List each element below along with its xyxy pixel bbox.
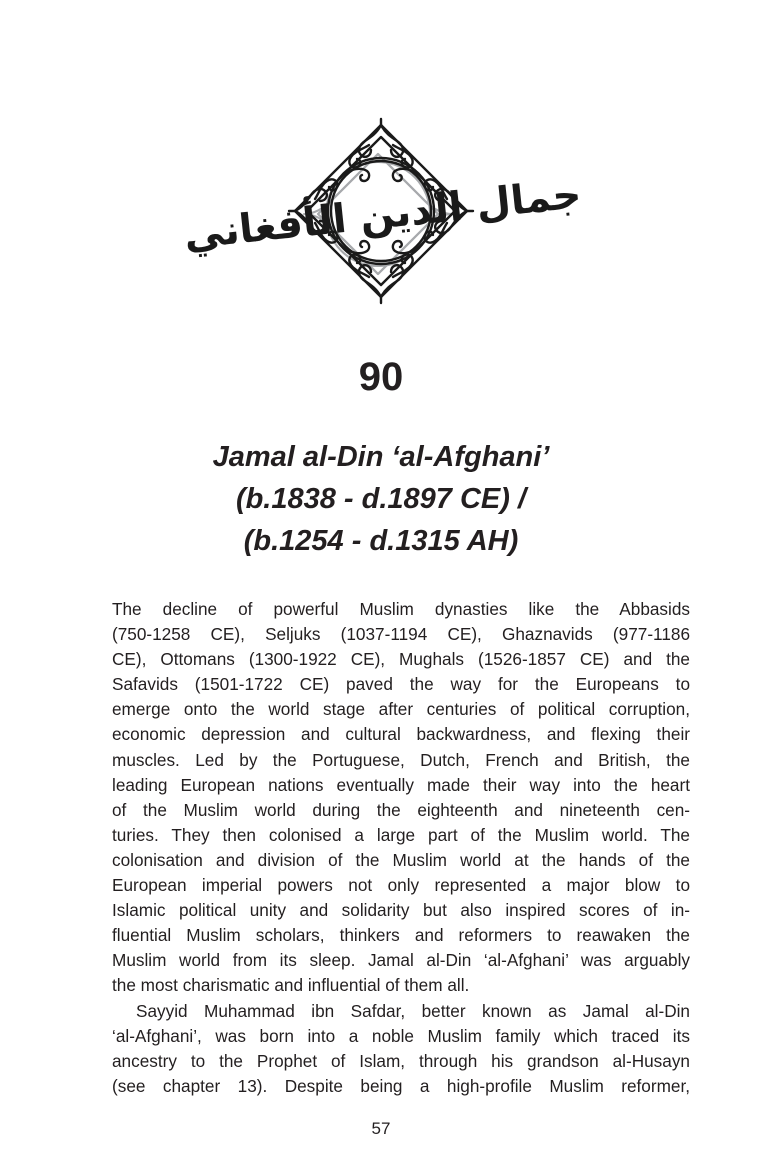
- emblem-calligraphy-text: جمال الدين الأفغاني: [182, 171, 584, 259]
- paragraph-1-line: leading European nations eventually made their way into the heart: [112, 774, 690, 795]
- page-title: [81, 436, 681, 562]
- paragraph-1-line: the most charismatic and influential of them all.: [112, 975, 470, 996]
- paragraph-1-line: CE), Ottomans (1300-1922 CE), Mughals (1526-1857 CE) and the: [112, 649, 690, 670]
- paragraph-1-line: (750-1258 CE), Seljuks (1037-1194 CE), Ghaznavids (977-1186: [112, 624, 690, 645]
- paragraph-1-line: of the Muslim world during the eighteenth and nineteenth cen-: [112, 799, 690, 820]
- body-text: [112, 597, 690, 1099]
- emblem-container: [0, 108, 762, 314]
- paragraph-2-line: (see chapter 13). Despite being a high-profile Muslim reformer,: [112, 1075, 690, 1096]
- page-title-line-1: Jamal al-Din ‘al-Afghani’: [212, 441, 550, 474]
- paragraph-1-line: turies. They then colonised a large part of the Muslim world. The: [112, 824, 690, 845]
- paragraph-1-line: Muslim world from its sleep. Jamal al-Din ‘al-Afghani’ was arguably: [112, 950, 690, 971]
- paragraph-1-line: European imperial powers not only represented a major blow to: [112, 875, 690, 896]
- paragraph-1-line: Islamic political unity and solidarity but also inspired scores of in-: [112, 900, 690, 921]
- chapter-number: 90: [358, 355, 404, 399]
- paragraph-2-line-text: Sayyid Muhammad ibn Safdar, better known as Jamal al-Din: [136, 1000, 690, 1021]
- paragraph-1-line: The decline of powerful Muslim dynasties like the Abbasids: [112, 599, 690, 619]
- paragraph-1-line: fluential Muslim scholars, thinkers and reformers to reawaken the: [112, 925, 690, 946]
- page-title-line-3: (b.1254 - d.1315 AH): [243, 525, 519, 558]
- page-title-line-2: (b.1838 - d.1897 CE) /: [235, 483, 527, 516]
- paragraph-2: [112, 999, 690, 1099]
- paragraph-2-line: ‘al-Afghani’, was born into a noble Muslim family which traced its: [112, 1025, 690, 1046]
- arabic-calligraphy-medallion-icon: [281, 111, 481, 311]
- paragraph-1-line: Safavids (1501-1722 CE) paved the way for the Europeans to: [112, 674, 690, 695]
- paragraph-2-line: [112, 999, 690, 1024]
- paragraph-2-line: ancestry to the Prophet of Islam, through his grandson al-Husayn: [112, 1050, 690, 1071]
- paragraph-1-line: colonisation and division of the Muslim world at the hands of the: [112, 849, 690, 870]
- paragraph-1-line: muscles. Led by the Portuguese, Dutch, French and British, the: [112, 749, 690, 770]
- page-number: 57: [371, 1119, 391, 1138]
- paragraph-1-line: emerge onto the world stage after centuries of political corruption,: [112, 699, 690, 720]
- paragraph-1: [112, 597, 690, 999]
- paragraph-1-line: economic depression and cultural backwardness, and flexing their: [112, 724, 690, 745]
